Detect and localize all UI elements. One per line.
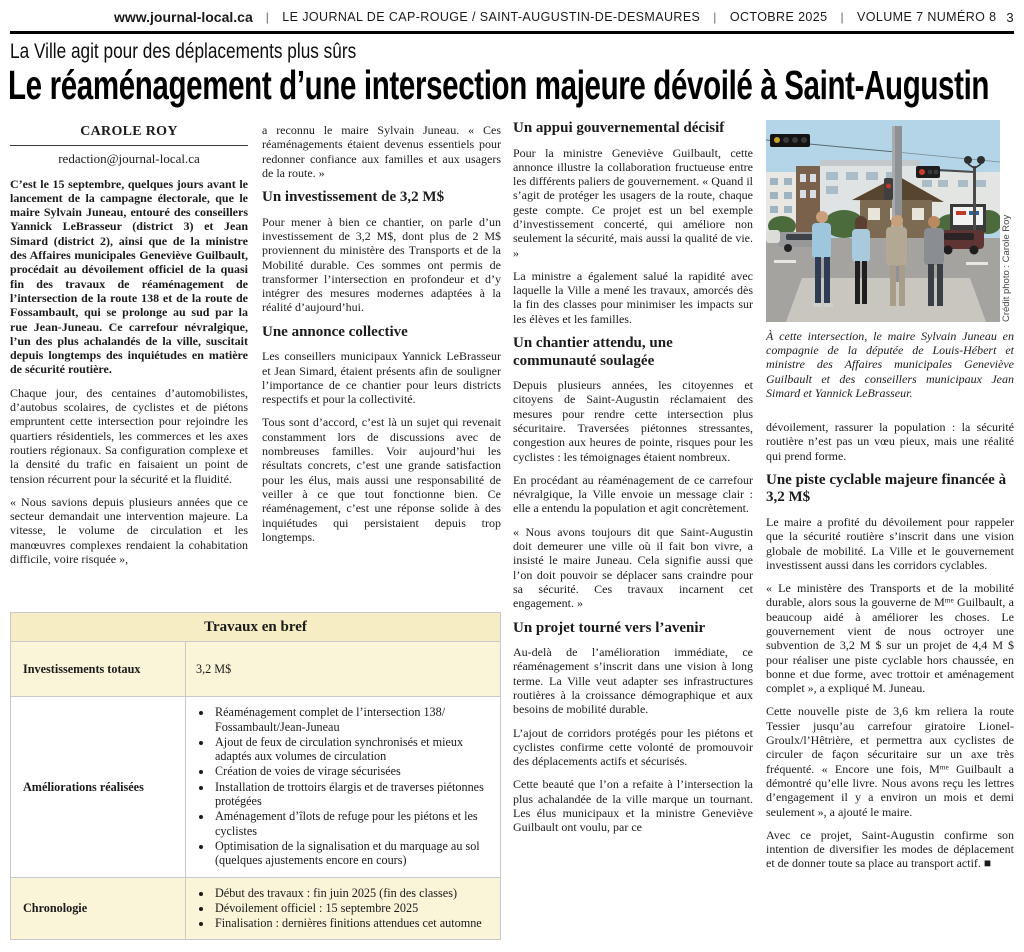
paragraph: dévoilement, rassurer la population : la sécurité routière n’est pas un vœu pieux, mais une réalité qui prend forme. [766, 420, 1014, 463]
table-title-row [11, 613, 501, 642]
issue-date: OCTOBRE 2025 [729, 10, 828, 24]
bullet-list [196, 705, 490, 867]
subhead-projet-avenir: Un projet tourné vers l’avenir [513, 619, 706, 636]
photo-illustration [766, 120, 1000, 322]
paragraph: La ministre a également salué la rapidité avec laquelle la Ville a mené les travaux, amorcés dès la fin des classes pour minimiser les impacts sur les élèves et les familles. [513, 268, 753, 326]
lead-paragraph: C’est le 15 septembre, quelques jours avant le lancement de la campagne électorale, que le maire Sylvain Juneau, entouré des conseillers Yannick LeBrasseur (district 3) et Jean Simard (district 2), ainsi que de la ministre des Affaires municipales Geneviève Guilbault, procédait au dévoilement officiel de la quasi fin des travaux de réaménagement de l’intersection de la route 138 et de la route de Fossambault, qui se prolonge au sud par la rue Jean-Juneau. Ce carrefour névralgique, l’un des plus achalandés de la ville, suscitait depuis longtemps des inquiétudes en matière de sécurité routière. [10, 176, 248, 377]
bullet-item: • Début des travaux : fin juin 2025 (fin des classes) [213, 886, 490, 900]
row-value-ameliorations [186, 697, 501, 877]
car [766, 230, 780, 243]
row-value-investissements: 3,2 M$ [186, 642, 501, 697]
separator: | [713, 10, 717, 24]
column-2 [262, 123, 501, 609]
paragraph: « Nous savions depuis plusieurs années que ce secteur demandait une intervention majeure. La vitesse, le volume de circulation et les manœuvres complexes rendaient la cohabitation difficile, voire risquée », [10, 494, 248, 567]
paragraph: Cette beauté que l’on a refaite à l’intersection la plus achalandée de la ville marque un tournant. Les élus municipaux et la ministre Geneviève Guilbault ont voulu, par ce [513, 777, 753, 835]
table-title: Travaux en bref [11, 613, 501, 642]
paragraph: Pour mener à bien ce chantier, on parle d’un investissement de 3,2 M$, dont plus de 2 M$ proviennent du ministère des Transports et de la Mobilité durable. Ces sommes ont permis de transformer l’intersection en profondeur et d’y intégrer des mesures modernes adaptées à la réalité d’aujourd’hui. [262, 214, 501, 315]
separator: | [840, 10, 845, 24]
subhead-investissement: Un investissement de 3,2 M$ [262, 189, 445, 206]
row-value-chronologie [186, 877, 501, 940]
paragraph: En procédant au réaménagement de ce carrefour névralgique, la Ville envoie un message clair : elle a entendu la population et agit concrètement. [513, 472, 753, 516]
author-email: redaction@journal-local.ca [58, 151, 200, 167]
road-marking [966, 262, 988, 265]
table-row [11, 642, 501, 697]
masthead [10, 5, 1014, 29]
bullet-item: • Installation de trottoirs élargis et de traverses piétonnes protégées [213, 780, 490, 809]
paragraph: Chaque jour, des centaines d’automobilistes, d’autobus scolaires, de cyclistes et de piétons empruntent cette intersection pour rejoindre les quartiers résidentiels, les commerces et les axes routiers régionaux. Sa configuration complexe et la densité du trafic en faisaient un point de tension récurrent pour la sécurité et la fluidité. [10, 385, 248, 486]
paragraph: « Le ministère des Transports et de la mobilité durable, alors sous la gouverne de Mᵐᵉ Guilbault, a beaucoup aidé à améliorer les choses. Le gouvernement vient de nous octroyer une subvention de 3,2 M $ sur un projet de 4,4 M $ pour réaliser une piste cyclable hors chaussée, en bonne et due forme, avec trottoir et aménagement complet », a expliqué M. Juneau. [766, 581, 1014, 696]
masthead-rule [10, 31, 1014, 34]
subhead-chantier-attendu: Un chantier attendu, une communauté soulagée [513, 335, 673, 369]
paragraph: a reconnu le maire Sylvain Juneau. « Ces réaménagements étaient devenus essentiels pour redonner confiance aux familles et aux usagers de la route. » [262, 123, 501, 180]
page-number: 3 [1006, 9, 1014, 25]
bullet-list [196, 886, 490, 931]
photo-credit: Crédit photo : Carole Roy [1001, 214, 1012, 322]
traffic-light-icon [770, 134, 810, 147]
column-1 [10, 123, 248, 609]
bullet-item: • Réaménagement complet de l’intersection 138/ Fossambault/Jean-Juneau [213, 705, 490, 734]
travaux-en-bref-table [10, 612, 501, 940]
traffic-light-icon [916, 166, 940, 178]
paragraph: Tous sont d’accord, c’est là un sujet qui revenait constamment lors de discussions avec de nombreuses familles. Voir aujourd’hui les résultats concrets, c’est une grande satisfaction pour les élus, mais aussi une responsabilité de veiller à ce que tout fonctionne bien. Ce réaménagement, c’est une réponse solide à des inquiétudes qui persistaient depuis trop longtemps. [262, 415, 501, 544]
row-label-chronologie: Chronologie [11, 877, 186, 940]
paragraph: Les conseillers municipaux Yannick LeBrasseur et Jean Simard, étaient présents afin de souligner l’importance de ce chantier pour leurs districts respectifs et pour la collectivité. [262, 349, 501, 407]
paragraph: « Nous avons toujours dit que Saint-Augustin doit demeurer une ville où il fait bon vivre, a insisté le maire Juneau. Cela signifie aussi que l’on doit pouvoir se déplacer sans craindre pour sa sécurité. Ces travaux incarnent cet engagement. » [513, 524, 753, 611]
paragraph: Pour la ministre Geneviève Guilbault, cette annonce illustre la collaboration fructueuse entre les différents paliers de gouvernement. « Quand il s’agit de protéger les usagers de la route, chaque geste compte. Ce projet est un bel exemple d’investissement concerté, qui améliore non seulement la sécurité, mais aussi la qualité de vie. » [513, 145, 753, 260]
paragraph: Le maire a profité du dévoilement pour rappeler que la sécurité routière s’inscrit dans une vision globale de mobilité. La Ville et le gouvernement investissent aussi dans les corridors cyclables. [766, 514, 1014, 572]
road-marking [774, 260, 796, 263]
photo-caption: À cette intersection, le maire Sylvain Juneau en compagnie de la députée de Louis-Hébert et ministre des Affaires municipales Geneviève Guilbault et des conseillers municipaux Jean Simard et Yannick LeBrasseur. [766, 329, 1014, 400]
bullet-item: • Optimisation de la signalisation et du marquage au sol (quelques ajustements encore en cours) [213, 839, 490, 868]
bullet-item: • Dévoilement officiel : 15 septembre 2025 [213, 901, 490, 915]
kicker: La Ville agit pour des déplacements plus sûrs [10, 40, 357, 63]
subhead-appui-gouvernemental: Un appui gouvernemental décisif [513, 120, 725, 136]
author-byline: CAROLE ROY [10, 123, 248, 146]
column-4 [766, 120, 1014, 950]
row-label-ameliorations: Améliorations réalisées [11, 697, 186, 877]
paragraph: Avec ce projet, Saint-Augustin confirme son intention de diversifier les modes de déplacement et de donner toute sa place au transport actif. ■ [766, 827, 1014, 871]
subhead-annonce-collective: Une annonce collective [262, 323, 408, 340]
table-row [11, 877, 501, 940]
subhead-piste-cyclable: Une piste cyclable majeure financée à 3,2 M$ [766, 471, 1007, 506]
journal-name: LE JOURNAL DE CAP-ROUGE / SAINT-AUGUSTIN-DE-DESMAURES [282, 10, 701, 24]
headline: Le réaménagement d’une intersection majeure dévoilé à Saint-Augustin [8, 62, 990, 108]
volume-number: VOLUME 7 NUMÉRO 8 [857, 10, 997, 24]
table-row [11, 697, 501, 877]
paragraph: Depuis plusieurs années, les citoyennes et citoyens de Saint-Augustin réclamaient des mesures pour rendre cette intersection plus sécuritaire. Traversées piétonnes stressantes, congestion aux heures de pointe, risques pour les cyclistes : les témoignages étaient nombreux. [513, 378, 753, 464]
paragraph: Cette nouvelle piste de 3,6 km reliera la route Tessier jusqu’au carrefour giratoire Lionel-Groulx/l’Hêtrière, et permettra aux cyclistes de circuler de façon sécuritaire sur un axe très fréquenté. « Encore une fois, Mᵐᵉ Guilbault a démontré qu’elle livre. Nous avons reçu les lettres d’engagement il y a environ un mois et demi seulement », a ajouté le maire. [766, 704, 1014, 819]
bullet-item: • Création de voies de virage sécurisées [213, 764, 490, 778]
paragraph: L’ajout de corridors protégés pour les piétons et cyclistes confirme cette volonté de promouvoir des déplacements actifs et sécurisés. [513, 725, 753, 769]
intersection-photo [766, 120, 1012, 322]
paragraph: Au-delà de l’amélioration immédiate, ce réaménagement s’inscrit dans une vision à long terme. La Ville veut adapter ses infrastructures routières à la croissance démographique et aux besoins de mobilité durable. [513, 645, 753, 717]
bullet-item: • Finalisation : dernières finitions attendues cet automne [213, 916, 490, 930]
site-url: www.journal-local.ca [114, 9, 253, 25]
bullet-item: • Ajout de feux de circulation synchronisés et mieux adaptés aux volumes de circulation [213, 735, 490, 764]
row-label-investissements: Investissements totaux [11, 642, 186, 697]
bullet-item: • Aménagement d’îlots de refuge pour les piétons et les cyclistes [213, 809, 490, 838]
column-3 [513, 120, 753, 950]
separator: | [265, 10, 270, 24]
